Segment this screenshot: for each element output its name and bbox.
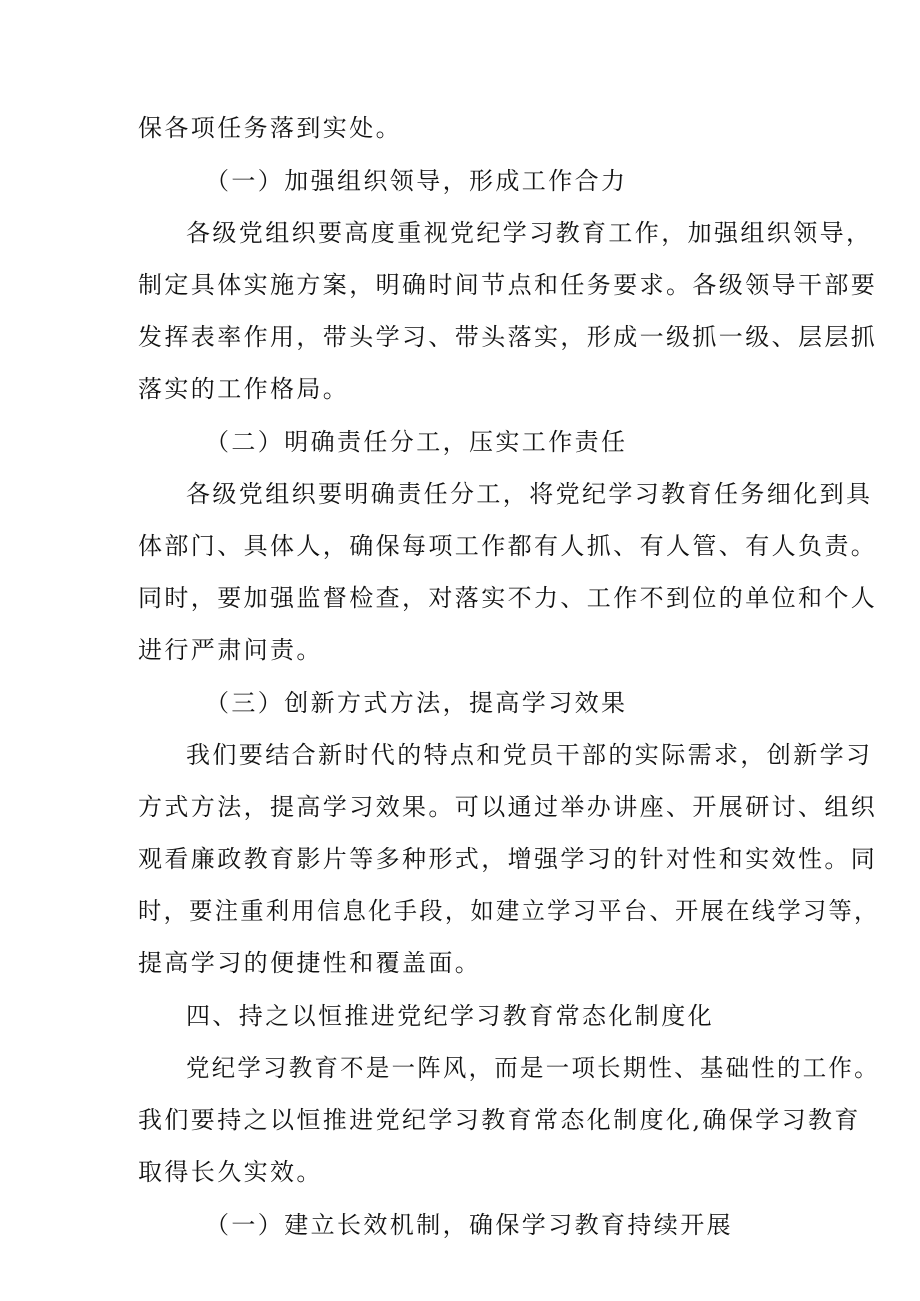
- section-heading: （二）明确责任分工，压实工作责任: [205, 428, 628, 456]
- paragraph-line: 党纪学习教育不是一阵风，而是一项长期性、基础性的工作。: [186, 1054, 880, 1082]
- paragraph-line: 制定具体实施方案，明确时间节点和任务要求。各级领导干部要: [138, 271, 878, 299]
- section-heading: （一）加强组织领导，形成工作合力: [205, 167, 628, 195]
- paragraph-line: 提高学习的便捷性和覆盖面。: [138, 949, 482, 977]
- paragraph-line: 发挥表率作用，带头学习、带头落实，形成一级抓一级、层层抓: [138, 323, 878, 351]
- paragraph-line: 取得长久实效。: [138, 1158, 323, 1186]
- paragraph-line: 观看廉政教育影片等多种形式，增强学习的针对性和实效性。同: [138, 845, 878, 873]
- paragraph-line: 时，要注重利用信息化手段，如建立学习平台、开展在线学习等，: [138, 897, 880, 925]
- paragraph-line: 同时，要加强监督检查，对落实不力、工作不到位的单位和个人: [138, 584, 878, 612]
- paragraph-line: 方式方法，提高学习效果。可以通过举办讲座、开展研讨、组织: [138, 793, 878, 821]
- paragraph-line: 进行严肃问责。: [138, 636, 323, 664]
- paragraph-line: 保各项任务落到实处。: [138, 114, 402, 142]
- paragraph-line: 体部门、具体人，确保每项工作都有人抓、有人管、有人负责。: [138, 532, 878, 560]
- chapter-heading: 四、持之以恒推进党纪学习教育常态化制度化: [186, 1002, 714, 1030]
- paragraph-line: 我们要持之以恒推进党纪学习教育常态化制度化,确保学习教育: [138, 1106, 861, 1134]
- paragraph-line: 各级党组织要明确责任分工，将党纪学习教育任务细化到具: [186, 480, 873, 508]
- section-heading: （三）创新方式方法，提高学习效果: [205, 689, 628, 717]
- paragraph-line: 各级党组织要高度重视党纪学习教育工作，加强组织领导，: [186, 219, 873, 247]
- paragraph-line: 我们要结合新时代的特点和党员干部的实际需求，创新学习: [186, 741, 873, 769]
- section-heading: （一）建立长效机制，确保学习教育持续开展: [205, 1211, 733, 1239]
- paragraph-line: 落实的工作格局。: [138, 375, 350, 403]
